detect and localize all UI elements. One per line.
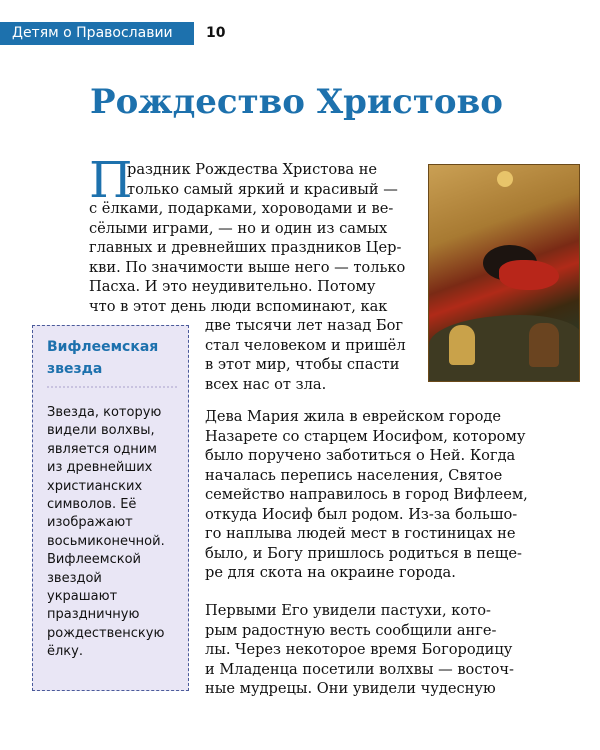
text-line: откуда Иосиф был родом. Из-за большо- xyxy=(205,505,518,523)
text-line: главных и древнейших праздников Цер- xyxy=(89,239,402,256)
drop-cap: П xyxy=(89,151,133,209)
sidebar-line: рождественскую xyxy=(47,625,165,641)
text-line: кви. По значимости выше него — только xyxy=(89,258,406,276)
text-line: две тысячи лет назад Бог xyxy=(205,317,404,334)
text-line: рым радостную весть сообщили анге- xyxy=(205,621,497,639)
text-line: семейство направилось в город Вифлеем, xyxy=(205,486,528,503)
paragraph-3 xyxy=(205,601,514,699)
text-line: лы. Через некоторое время Богородицу xyxy=(205,641,513,658)
figure-shape xyxy=(529,323,559,367)
sidebar-line: видели волхвы, xyxy=(47,423,155,439)
sidebar-line: праздничную xyxy=(47,607,140,623)
text-line: началась перепись населения, Святое xyxy=(205,466,503,484)
paragraph-2 xyxy=(205,407,528,583)
text-line: стал человеком и пришёл xyxy=(205,336,406,354)
section-header: Детям о Православии xyxy=(0,22,194,45)
text-line: го наплыва людей мест в гостиницах не xyxy=(205,525,516,542)
sidebar-line: символов. Её xyxy=(47,497,137,513)
sidebar-line: ёлку. xyxy=(47,644,83,660)
sidebar-line: звездой xyxy=(47,570,102,586)
sidebar-line: христианских xyxy=(47,478,143,494)
text-line: сёлыми играми, — но и один из самых xyxy=(89,219,388,237)
sidebar-line: украшают xyxy=(47,589,118,605)
sidebar-line: из древнейших xyxy=(47,460,153,476)
intro-paragraph-bottom xyxy=(205,316,406,394)
divider xyxy=(47,386,177,388)
sidebar-line: Звезда, которую xyxy=(47,405,162,420)
sidebar-body xyxy=(47,404,165,662)
sidebar-title xyxy=(47,336,158,380)
text-line: было поручено заботиться о Ней. Когда xyxy=(205,447,516,464)
star-icon xyxy=(497,171,513,187)
sidebar-line: восьмиконечной. xyxy=(47,533,165,549)
text-line: только самый яркий и красивый — xyxy=(127,180,398,198)
text-line: ре для скота на окраине города. xyxy=(205,564,456,581)
sidebar-line: Вифлеемской xyxy=(47,552,141,568)
sidebar-title-line: звезда xyxy=(47,361,103,377)
text-line: Дева Мария жила в еврейском городе xyxy=(205,408,502,425)
sidebar-line: изображают xyxy=(47,515,133,531)
text-line: что в этот день люди вспоминают, как xyxy=(89,297,388,315)
sidebar-box xyxy=(32,325,189,691)
page-number: 10 xyxy=(206,25,226,41)
page-title: Рождество Христово xyxy=(90,82,503,122)
intro-paragraph-top xyxy=(127,160,398,199)
text-line: Первыми Его увидели пастухи, кото- xyxy=(205,602,491,619)
virgin-robe-shape xyxy=(499,260,559,290)
text-line: было, и Богу пришлось родиться в пеще- xyxy=(205,544,522,562)
text-line: Назарете со старцем Иосифом, которому xyxy=(205,427,526,445)
text-line: с ёлками, подарками, хороводами и ве- xyxy=(89,200,394,217)
text-line: раздник Рождества Христова не xyxy=(127,161,378,178)
figure-shape xyxy=(449,325,475,365)
text-line: Пасха. И это неудивительно. Потому xyxy=(89,278,376,295)
text-line: и Младенца посетили волхвы — восточ- xyxy=(205,660,514,678)
text-line: в этот мир, чтобы спасти xyxy=(205,356,400,373)
text-line: всех нас от зла. xyxy=(205,375,327,393)
nativity-icon-image xyxy=(428,164,580,382)
text-line: ные мудрецы. Они увидели чудесную xyxy=(205,680,496,697)
sidebar-line: является одним xyxy=(47,441,157,457)
sidebar-title-line: Вифлеемская xyxy=(47,339,159,355)
intro-paragraph-middle xyxy=(89,199,405,316)
